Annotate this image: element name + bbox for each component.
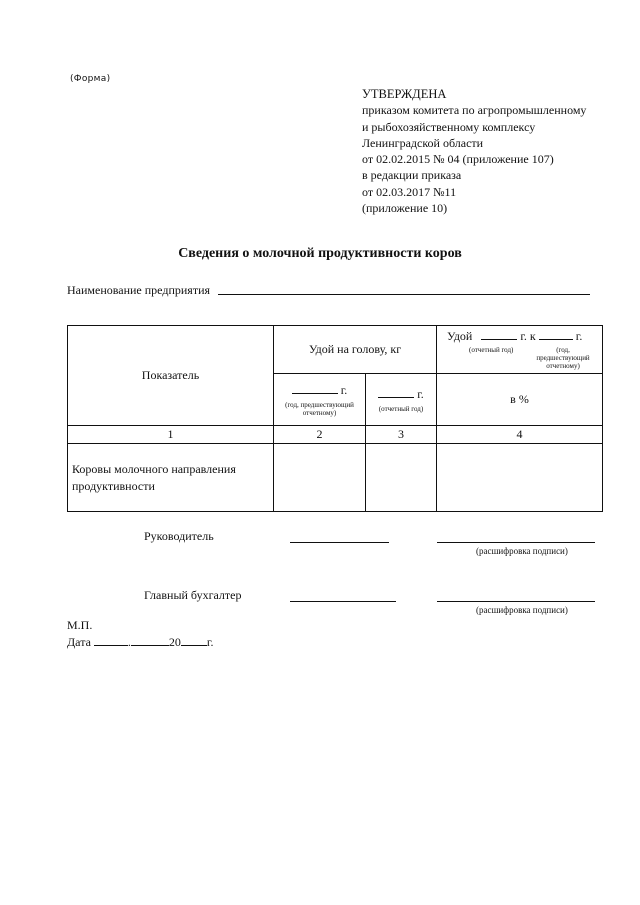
date-year-prefix: 20 <box>168 635 181 649</box>
director-signature-line[interactable] <box>290 542 389 543</box>
prev-year-caption: (год, предшествующий отчетному) <box>285 400 354 417</box>
cur-year-suffix: г. <box>417 386 424 401</box>
yield-per-head-header <box>274 326 437 374</box>
document-title: Сведения о молочной продуктивности коров <box>178 246 462 261</box>
stamp-place: М.П. <box>67 618 93 632</box>
approval-line: (приложение 10) <box>362 201 448 216</box>
col-number: 1 <box>68 426 274 444</box>
date-year-field[interactable] <box>181 645 207 646</box>
row-label-line: Коровы молочного направления <box>72 461 236 476</box>
date-month-field[interactable] <box>131 645 169 646</box>
ratio-caption-previous: (год, предшествующий отчетному) <box>536 346 590 370</box>
ratio-head-text-2: г. к <box>520 329 536 343</box>
col-number: 3 <box>366 426 437 444</box>
accountant-decoding-line[interactable] <box>437 601 595 602</box>
value-cell-percent[interactable] <box>437 444 603 512</box>
org-label: Наименование предприятия <box>67 283 211 297</box>
date-suffix: г. <box>206 635 214 649</box>
cur-year-caption: (отчетный год) <box>378 404 424 413</box>
director-decoding-caption: (расшифровка подписи) <box>476 546 568 556</box>
date-dot: . <box>127 635 131 649</box>
approval-block <box>362 86 586 216</box>
org-name-field[interactable] <box>218 294 590 295</box>
stamp-date-block <box>67 617 214 651</box>
row-label-line: продуктивности <box>72 478 155 493</box>
accountant-decoding-caption: (расшифровка подписи) <box>476 605 568 615</box>
yield-per-head-text: Удой на голову, кг <box>308 342 402 356</box>
row-label-cows <box>68 444 274 512</box>
approval-line: от 02.02.2015 № 04 (приложение 107) <box>362 152 554 167</box>
ratio-caption-reporting: (отчетный год) <box>469 346 514 354</box>
previous-year-col <box>274 374 366 426</box>
reporting-year-field[interactable] <box>481 339 517 340</box>
col-number: 4 <box>437 426 603 444</box>
approval-head: УТВЕРЖДЕНА <box>362 87 447 101</box>
approval-line: и рыбохозяйственному комплексу <box>362 119 536 134</box>
approval-line: от 02.03.2017 №11 <box>362 184 457 199</box>
accountant-label: Главный бухгалтер <box>144 588 242 602</box>
approval-line: Ленинградской области <box>362 135 484 150</box>
percent-text: в % <box>510 392 529 406</box>
ratio-head-text-3: г. <box>575 329 583 343</box>
productivity-table <box>67 325 603 512</box>
indicator-header-text: Показатель <box>141 368 200 382</box>
date-day-field[interactable] <box>94 645 128 646</box>
accountant-signature-line[interactable] <box>290 601 396 602</box>
approval-line: приказом комитета по агропромышленному <box>362 103 587 118</box>
approval-line: в редакции приказа <box>362 168 462 183</box>
reporting-year-input[interactable] <box>378 397 414 398</box>
form-label: (Форма) <box>70 74 111 84</box>
reporting-year-col <box>366 374 437 426</box>
ratio-header <box>437 326 603 374</box>
col-number: 2 <box>274 426 366 444</box>
previous-year-input[interactable] <box>292 393 338 394</box>
prev-year-suffix: г. <box>340 382 348 397</box>
ratio-head-text-1: Удой <box>447 329 473 343</box>
value-cell-prev-year[interactable] <box>274 444 366 512</box>
value-cell-reporting-year[interactable] <box>366 444 437 512</box>
date-label: Дата <box>67 635 91 649</box>
director-decoding-line[interactable] <box>437 542 595 543</box>
director-label: Руководитель <box>144 529 214 543</box>
indicator-header <box>68 326 274 426</box>
previous-year-field[interactable] <box>539 339 573 340</box>
percent-col <box>437 374 603 426</box>
